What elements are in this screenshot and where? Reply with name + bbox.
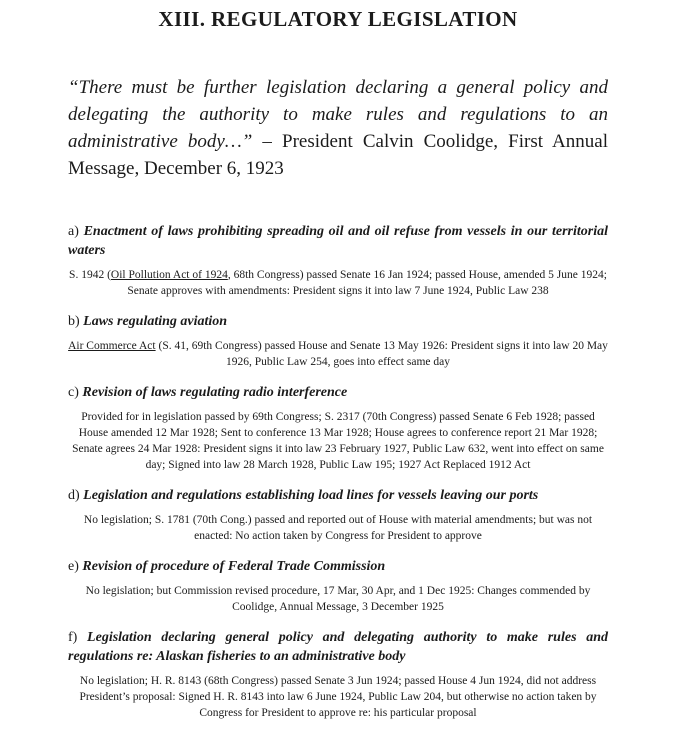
quote-attribution: – President Calvin Coolidge, First Annual Message, December 6, 1923 bbox=[68, 131, 608, 179]
section-c-body bbox=[68, 409, 608, 473]
body-text: No legislation; H. R. 8143 (68th Congress) passed Senate 3 Jun 1924; passed House 4 Jun 1924, did not address President’s proposal: Signed H. R. 8143 into law 6 June 1924, Public Law 204, but otherwise no action taken by Congress for President to approve re: his particular proposal bbox=[79, 675, 597, 719]
section-c bbox=[68, 383, 608, 473]
section-b-heading bbox=[68, 312, 608, 331]
section-c-label: c) bbox=[68, 385, 79, 400]
body-text: (S. 41, 69th Congress) passed House and Senate 13 May 1926: President signs it into law 20 May 1926, Public Law 254, goes into effect same day bbox=[155, 340, 608, 368]
section-e-label: e) bbox=[68, 559, 79, 574]
body-text: S. 1942 ( bbox=[69, 269, 111, 281]
section-f-label: f) bbox=[68, 630, 78, 645]
section-e-body bbox=[68, 583, 608, 615]
section-a bbox=[68, 222, 608, 299]
section-d-heading-text: Legislation and regulations establishing load lines for vessels leaving our ports bbox=[83, 488, 539, 503]
body-text: No legislation; but Commission revised procedure, 17 Mar, 30 Apr, and 1 Dec 1925: Changes commended by Coolidge, Annual Message, 3 December 1925 bbox=[85, 585, 591, 613]
section-b-label: b) bbox=[68, 314, 80, 329]
section-a-label: a) bbox=[68, 224, 79, 239]
section-b bbox=[68, 312, 608, 370]
sections-list bbox=[68, 222, 608, 721]
section-d-body bbox=[68, 512, 608, 544]
document-title: XIII. REGULATORY LEGISLATION bbox=[158, 7, 518, 31]
section-c-heading bbox=[68, 383, 608, 402]
section-f-heading bbox=[68, 628, 608, 666]
quote-paragraph bbox=[68, 74, 608, 182]
section-f-body bbox=[68, 673, 608, 721]
section-a-heading bbox=[68, 222, 608, 260]
section-c-heading-text: Revision of laws regulating radio interference bbox=[82, 385, 348, 400]
act-name-underlined: Oil Pollution Act of 1924 bbox=[110, 269, 228, 281]
body-text: No legislation; S. 1781 (70th Cong.) passed and reported out of House with material amendments; but was not enacted: No action taken by Congress for President to approve bbox=[83, 514, 593, 542]
section-d bbox=[68, 486, 608, 544]
body-text: Provided for in legislation passed by 69th Congress; S. 2317 (70th Congress) passed Senate 6 Feb 1928; passed House amended 12 Mar 1928; Sent to conference 13 Mar 1928; House agrees to conference report 21 Mar 1928; Senate agrees 24 Mar 1928: President signs it into law 23 February 1927, Public Law 632, went into effect on same day; Signed into law 28 March 1928, Public Law 195; 1927 Act Replaced 1912 Act bbox=[72, 411, 604, 471]
section-e-heading-text: Revision of procedure of Federal Trade Commission bbox=[82, 559, 386, 574]
section-e-heading bbox=[68, 557, 608, 576]
section-b-heading-text: Laws regulating aviation bbox=[83, 314, 228, 329]
act-name-underlined: Air Commerce Act bbox=[68, 340, 156, 352]
section-f-heading-text: Legislation declaring general policy and delegating authority to make rules and regulations re: Alaskan fisheries to an administrative body bbox=[68, 630, 609, 664]
section-a-body bbox=[68, 267, 608, 299]
section-d-label: d) bbox=[68, 488, 80, 503]
section-d-heading bbox=[68, 486, 608, 505]
section-a-heading-text: Enactment of laws prohibiting spreading oil and oil refuse from vessels in our territorial waters bbox=[68, 224, 609, 258]
quote-text: “There must be further legislation declaring a general policy and delegating the authority to make rules and regulations to an administrative body…” bbox=[68, 77, 608, 152]
section-b-body bbox=[68, 338, 608, 370]
section-e bbox=[68, 557, 608, 615]
body-text: , 68th Congress) passed Senate 16 Jan 1924; passed House, amended 5 June 1924; Senate approves with amendments: President signs it into law 7 June 1924, Public Law 238 bbox=[127, 269, 607, 297]
section-f bbox=[68, 628, 608, 721]
